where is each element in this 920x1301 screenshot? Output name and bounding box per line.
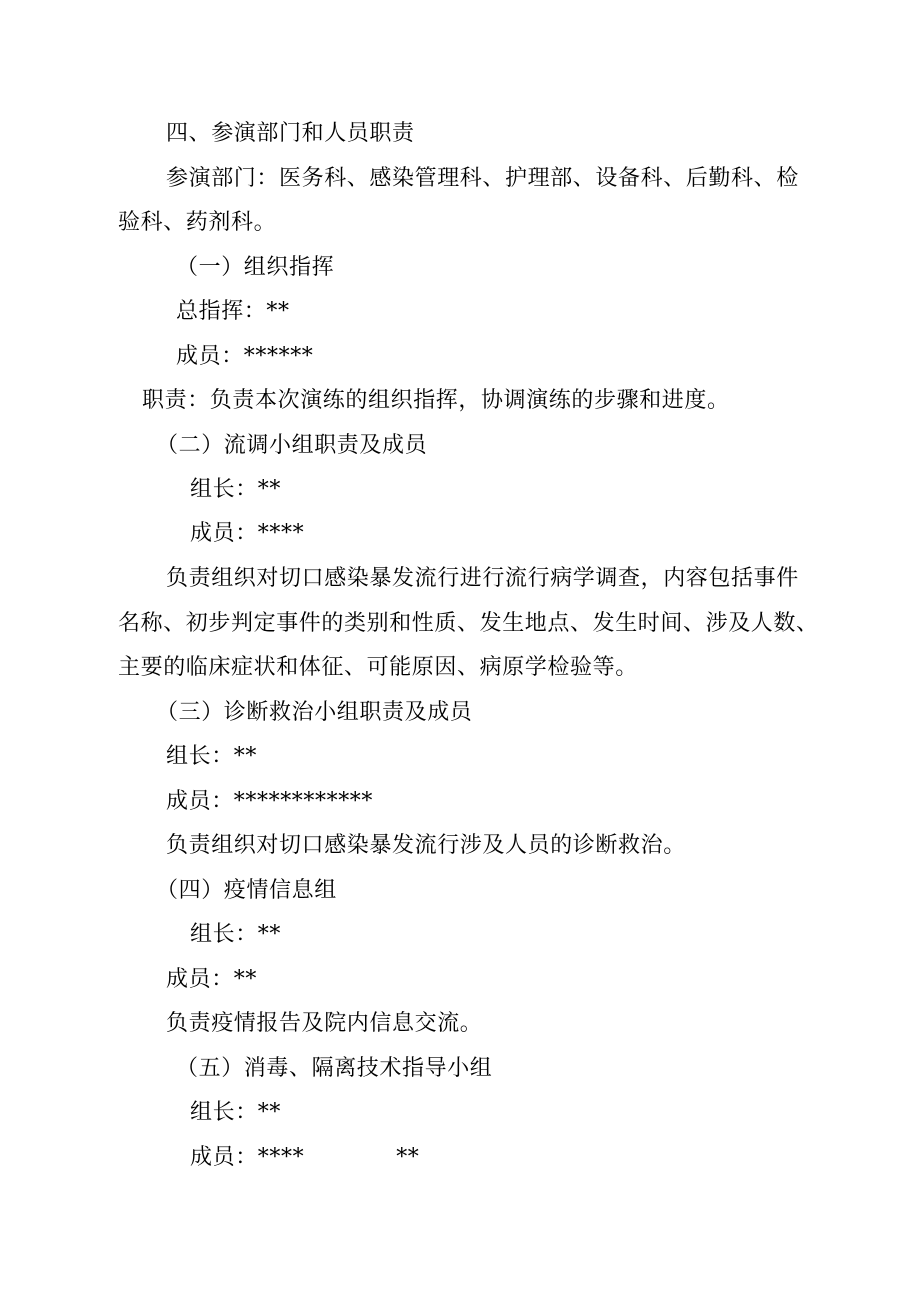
group2-duty-line-1: 负责组织对切口感染暴发流行进行流行病学调查，内容包括事件 <box>166 566 799 591</box>
group2-duty-line-3: 主要的临床症状和体征、可能原因、病原学检验等。 <box>118 655 638 680</box>
group2-members: 成员：**** <box>190 521 305 546</box>
group5-heading: （五）消毒、隔离技术指导小组 <box>176 1056 493 1081</box>
group4-heading: （四）疫情信息组 <box>156 878 337 903</box>
group4-members: 成员：** <box>166 967 258 992</box>
group2-duty-line-2: 名称、初步判定事件的类别和性质、发生地点、发生时间、涉及人数、 <box>118 611 819 636</box>
departments-line-1: 参演部门：医务科、感染管理科、护理部、设备科、后勤科、检 <box>166 166 799 191</box>
group2-leader: 组长：** <box>190 477 282 502</box>
group1-heading: （一）组织指挥 <box>176 255 335 280</box>
group1-duty: 职责：负责本次演练的组织指挥，协调演练的步骤和进度。 <box>142 388 730 413</box>
group3-heading: （三）诊断救治小组职责及成员 <box>156 700 473 725</box>
group4-duty: 负责疫情报告及院内信息交流。 <box>166 1011 483 1036</box>
group3-duty: 负责组织对切口感染暴发流行涉及人员的诊断救治。 <box>166 833 686 858</box>
departments-line-2: 验科、药剂科。 <box>118 210 277 235</box>
section-title: 四、参演部门和人员职责 <box>166 121 415 146</box>
group5-leader: 组长：** <box>190 1100 282 1125</box>
group3-leader: 组长：** <box>166 744 258 769</box>
group5-members-extra: ** <box>396 1145 420 1170</box>
group4-leader: 组长：** <box>190 922 282 947</box>
group1-members: 成员：****** <box>176 344 314 369</box>
group2-heading: （二）流调小组职责及成员 <box>156 433 428 458</box>
group5-members-row <box>190 1145 419 1171</box>
group3-members: 成员：************ <box>166 789 374 814</box>
group5-members: 成员：**** <box>190 1145 305 1170</box>
group1-chief: 总指挥：** <box>176 299 290 324</box>
